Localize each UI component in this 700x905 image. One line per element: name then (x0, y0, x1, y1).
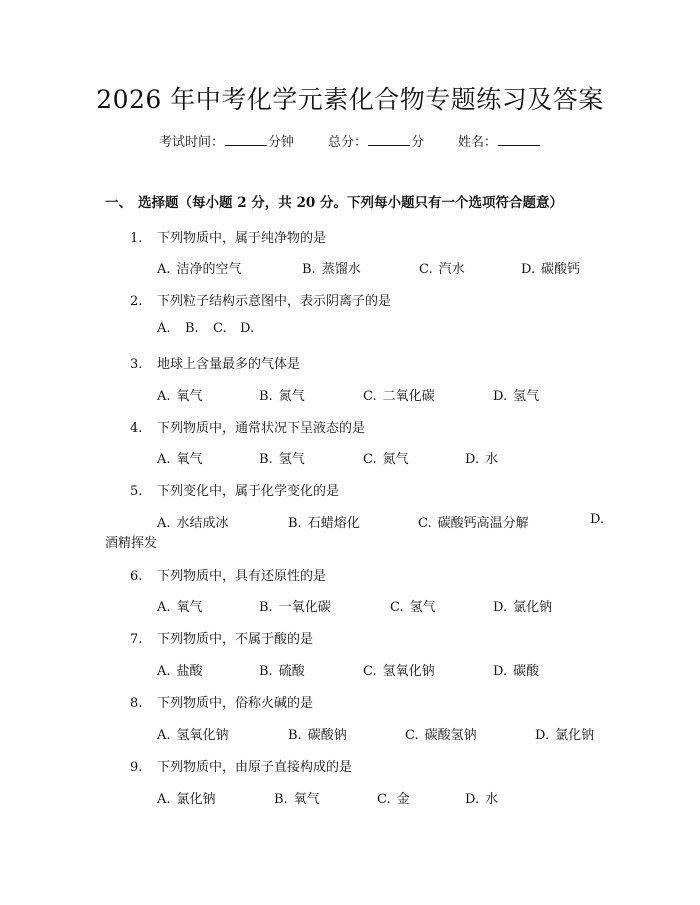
name-blank[interactable] (498, 134, 540, 146)
time-unit: 分钟 (267, 135, 294, 150)
score-unit: 分 (411, 135, 425, 150)
section-heading (105, 191, 563, 211)
question-stem (130, 417, 365, 436)
page-title: 2026 年中考化学元素化合物专题练习及答案 (96, 85, 604, 114)
option-b[interactable]: B. 一氧化碳 (259, 600, 331, 615)
option-a[interactable]: A. 洁净的空气 (157, 262, 242, 277)
question-number: 2. (130, 294, 143, 309)
question-number: 5. (130, 484, 143, 499)
option-b[interactable]: B. 石蜡熔化 (288, 516, 360, 531)
option-b[interactable]: B. 碳酸钠 (288, 728, 347, 743)
option-c[interactable]: C. 二氧化碳 (363, 389, 435, 404)
question-number: 4. (130, 421, 143, 436)
question-text: 下列物质中，具有还原性的是 (157, 569, 327, 584)
option-a[interactable]: A. 盐酸 (157, 664, 203, 679)
question-text: 下列物质中，不属于酸的是 (157, 632, 314, 647)
question-text: 下列物质中，属于纯净物的是 (157, 231, 327, 246)
exam-time (159, 131, 294, 150)
option-d-text[interactable]: 酒精挥发 (105, 536, 158, 551)
option-c[interactable]: C. 金 (377, 792, 410, 807)
question-text: 下列变化中，属于化学变化的是 (157, 484, 340, 499)
option-d[interactable]: D. 氢气 (493, 389, 540, 404)
option-d[interactable]: D. 水 (465, 792, 499, 807)
option-a[interactable]: A. 氢氧化钠 (157, 728, 229, 743)
exam-meta (0, 131, 700, 150)
section-number: 一、 (105, 195, 132, 211)
option-b[interactable]: B. 硫酸 (259, 664, 305, 679)
option-c[interactable]: C. 氢气 (390, 600, 436, 615)
question-stem (130, 628, 313, 647)
question-stem (130, 227, 326, 246)
question-stem (130, 692, 313, 711)
option-d[interactable]: D. 氯化钠 (535, 728, 595, 743)
score-blank[interactable] (368, 134, 410, 146)
question-number: 1. (130, 231, 143, 246)
question-text: 地球上含量最多的气体是 (157, 357, 301, 372)
question-number: 6. (130, 569, 143, 584)
time-label: 考试时间： (158, 135, 224, 150)
option-d[interactable]: D. 氯化钠 (493, 600, 553, 615)
question-text: 下列物质中，由原子直接构成的是 (157, 760, 353, 775)
option-a[interactable]: A. 氧气 (157, 389, 203, 404)
question-text: 下列粒子结构示意图中，表示阴离子的是 (157, 294, 392, 309)
exam-name (458, 131, 541, 150)
option-a[interactable]: A. 氯化钠 (157, 792, 216, 807)
section-title: 选择题（每小题 2 分，共 20 分。下列每小题只有一个选项符合题意） (138, 195, 563, 211)
option-b[interactable]: B. 氢气 (259, 452, 305, 467)
option-d-letter[interactable]: D. (590, 512, 605, 527)
option-c[interactable]: C. 碳酸钙高温分解 (418, 516, 529, 531)
option-a[interactable]: A. 氧气 (157, 600, 203, 615)
option-c[interactable]: C. 氢氧化钠 (363, 664, 435, 679)
question-text: 下列物质中，通常状况下呈液态的是 (157, 421, 366, 436)
option-a[interactable]: A. 水结成冰 (157, 516, 229, 531)
question-stem (130, 756, 352, 775)
option-d[interactable]: D. 水 (465, 452, 499, 467)
option-d[interactable]: D. 碳酸钙 (521, 262, 581, 277)
question-stem (130, 565, 326, 584)
option-a[interactable]: A. 氧气 (157, 452, 203, 467)
question-number: 8. (130, 696, 143, 711)
option-b[interactable]: B. 蒸馏水 (302, 262, 361, 277)
name-label: 姓名： (458, 135, 498, 150)
question-number: 7. (130, 632, 143, 647)
time-blank[interactable] (225, 134, 267, 146)
question-text: 下列物质中，俗称火碱的是 (157, 696, 314, 711)
option-b[interactable]: B. 氧气 (274, 792, 320, 807)
option-d[interactable]: D. 碳酸 (493, 664, 540, 679)
option-d[interactable]: D. (240, 321, 255, 336)
question-number: 3. (130, 357, 143, 372)
question-stem (130, 290, 391, 309)
question-stem (130, 480, 339, 499)
option-c[interactable]: C. 氮气 (363, 452, 409, 467)
exam-score (328, 131, 424, 150)
option-b[interactable]: B. 氮气 (259, 389, 305, 404)
question-number: 9. (130, 760, 143, 775)
option-a[interactable]: A. (157, 321, 171, 336)
option-c[interactable]: C. 汽水 (419, 262, 465, 277)
option-c[interactable]: C. 碳酸氢钠 (405, 728, 477, 743)
score-label: 总分： (327, 135, 367, 150)
option-b[interactable]: B. (185, 321, 199, 336)
question-stem (130, 353, 300, 372)
option-c[interactable]: C. (213, 321, 227, 336)
